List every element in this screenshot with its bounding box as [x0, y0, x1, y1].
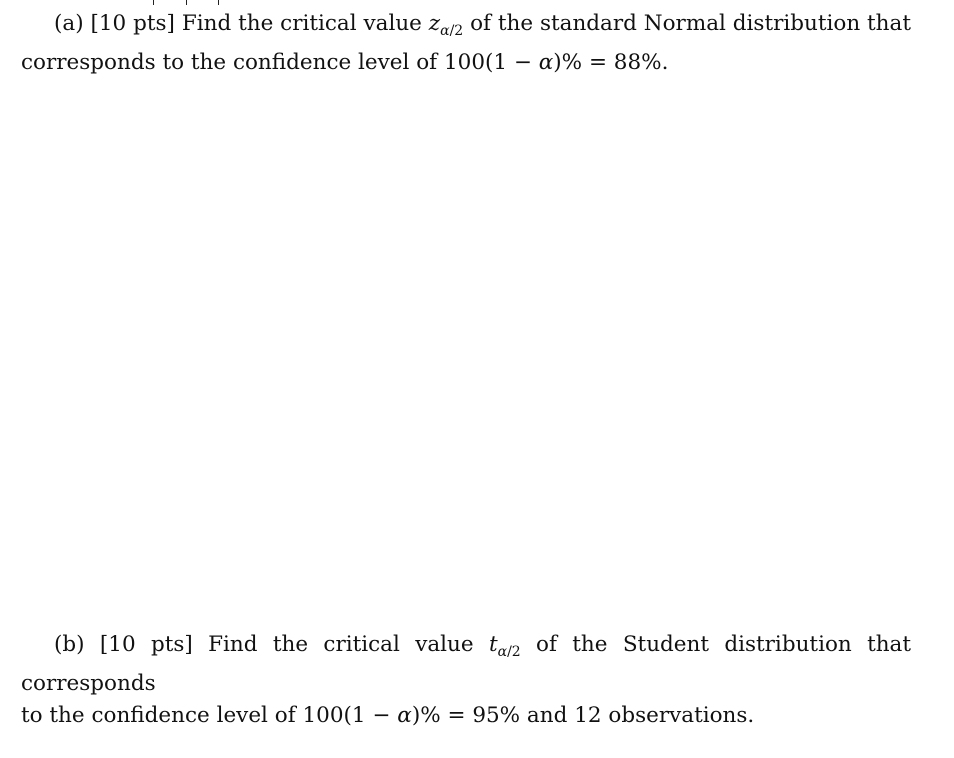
- problem-b: [21, 629, 911, 732]
- problem-a-symbol: z: [428, 11, 441, 36]
- problem-b-line-1: [21, 629, 911, 700]
- problem-b-subscript-alpha: α: [497, 644, 508, 660]
- problem-a-text-before: Find the critical value: [181, 11, 422, 36]
- problem-b-text-after: of the Student distribution that corresponds: [21, 632, 912, 696]
- problem-a-line-1: [21, 8, 911, 47]
- problem-a-subscript: [440, 23, 463, 39]
- problem-a-line2-before: corresponds to the confidence level of 100(1 −: [21, 50, 539, 75]
- problem-a-label: (a): [54, 11, 84, 36]
- problem-a-line2-after: )% = 88%.: [553, 50, 669, 75]
- problem-b-line-2: [21, 700, 911, 732]
- problem-a-text-after: of the standard Normal distribution that: [470, 11, 911, 36]
- problem-a-alpha: α: [538, 50, 554, 75]
- problem-a: [21, 8, 911, 79]
- problem-b-label: (b): [54, 632, 85, 657]
- problem-b-symbol: t: [488, 632, 498, 657]
- problem-a-subscript-alpha: α: [440, 23, 450, 39]
- problem-a-points: [10 pts]: [90, 11, 175, 36]
- problem-a-line-2: [21, 47, 911, 79]
- problem-a-subscript-rest: /2: [449, 23, 464, 39]
- problem-b-text-before: Find the critical value: [208, 632, 474, 657]
- problem-b-line2-after: )% = 95% and 12 observations.: [411, 703, 755, 728]
- problem-b-line2-before: to the confidence level of 100(1 −: [21, 703, 398, 728]
- problem-b-alpha: α: [397, 703, 412, 728]
- cropped-text-remnant: [150, 0, 230, 6]
- problem-b-subscript-rest: /2: [507, 644, 521, 660]
- problem-b-points: [10 pts]: [99, 632, 193, 657]
- problem-b-subscript: [498, 644, 521, 660]
